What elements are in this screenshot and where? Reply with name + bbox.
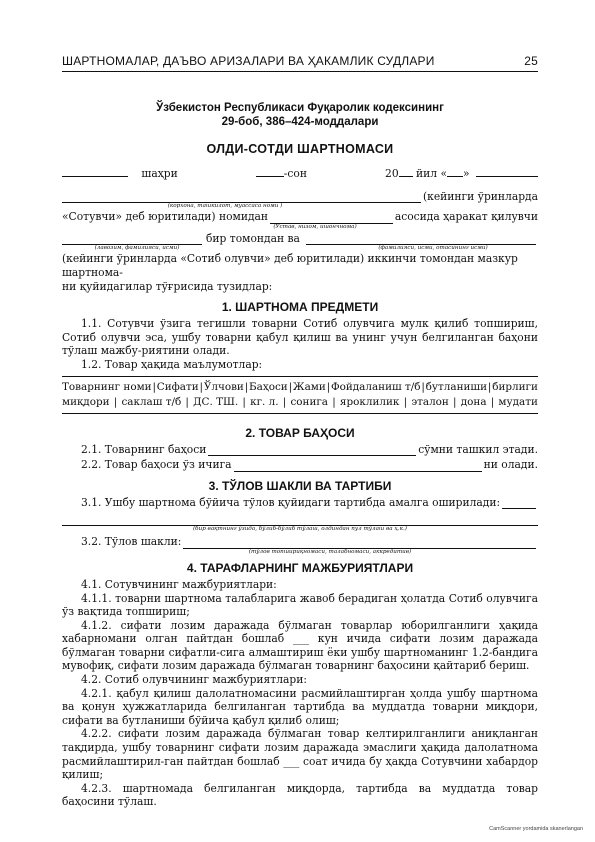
scanner-footer: CamScanner yordamida skanerlangan — [489, 826, 583, 832]
section-3-line-1 — [62, 496, 538, 510]
seller-rep-blank[interactable] — [270, 213, 393, 224]
goods-table-cell: ДС. ТШ. — [193, 395, 239, 408]
intro-line-2 — [62, 190, 538, 204]
section-1-title: 1. ШАРТНОМА ПРЕДМЕТИ — [221, 300, 379, 315]
section-3-line-1b — [62, 515, 538, 526]
cell-divider: | — [453, 395, 457, 408]
section-4-para-4: 4.2. Сотиб олувчининг мажбуриятлари: — [81, 673, 307, 687]
goods-info-table — [62, 376, 538, 414]
month-blank[interactable] — [476, 166, 538, 177]
price-includes-suffix: ни олади. — [483, 458, 538, 472]
page-number: 25 — [524, 54, 538, 68]
section-4-para-7: 4.2.3. шартномада белгиланган миқдорда, тартибда ва муддатда товар баҳосини тўлаш. — [62, 781, 538, 809]
cell-divider: | — [403, 395, 408, 408]
quote-close: » — [463, 167, 470, 180]
section-2-line-1 — [62, 443, 538, 457]
intro-paragraph-2: ни қуйидагилар тўғрисида тузидлар: — [62, 279, 273, 293]
intro-paragraph-1: (кейинги ўринларда «Сотиб олувчи» деб юритилади) иккинчи томондан мазкур шартнома- — [62, 252, 518, 279]
intro-line-3 — [62, 210, 538, 224]
caption-payment-form: (тўлов топшириқномаси, талабномаси, аккредитив) — [248, 548, 412, 555]
goods-table-cell: саклаш т/б — [121, 395, 182, 408]
goods-table-cell: Ўлчови — [203, 380, 244, 393]
hereinafter-label: (кейинги ўринларда — [423, 189, 538, 203]
number-blank[interactable] — [256, 166, 284, 177]
intro-line-4 — [62, 232, 538, 246]
city-blank[interactable] — [62, 166, 128, 177]
goods-table-cell: Фойдаланиш т/б — [330, 380, 421, 393]
section-4-title: 4. ТАРАФЛАРНИНГ МАЖБУРИЯТЛАРИ — [186, 560, 414, 575]
intro-captions — [62, 245, 538, 252]
cell-divider: | — [421, 380, 425, 393]
goods-table-cell: бутланиши — [425, 380, 488, 393]
goods-table-cell: сонига — [290, 395, 329, 408]
section-3-line-2 — [62, 535, 538, 549]
price-blank[interactable] — [208, 445, 416, 456]
seller-label: «Сотувчи» деб юритилади) номидан — [62, 210, 269, 224]
intro-block — [62, 166, 538, 293]
goods-table-cell: Жами — [292, 380, 326, 393]
cell-divider: | — [332, 395, 336, 408]
goods-table-cell: Сифати — [156, 380, 199, 393]
section-4-para-2: 4.1.1. товарни шартнома талабларига жавоб берадиган ҳолатда Сотиб олувчига ўз вақтида топшириш; — [62, 591, 538, 619]
cell-divider: | — [487, 380, 492, 393]
caption-fio-1: (лавозим, фамилияси, исми) — [94, 245, 180, 252]
caption-org: (корхона, ташкилот, муассаса номи ) — [167, 203, 283, 210]
section-3-title: 3. ТЎЛОВ ШАКЛИ ВА ТАРТИБИ — [208, 478, 392, 493]
section-2-line-2 — [62, 458, 538, 472]
intro-line-1 — [62, 166, 538, 181]
section-1-para-1: 1.1. Сотувчи ўзига тегишли товарни Сотиб олувчига мулк қилиб топшириш, Сотиб олувчи эса, ушбу товарни қабул қилиш ва унинг учун белгиланган баҳони тўлаш мажбу-риятини олади. — [62, 317, 538, 358]
seller-position-blank[interactable] — [62, 234, 202, 245]
year-prefix: 20 — [385, 167, 399, 180]
price-includes-label: 2.2. Товар баҳоси ўз ичига — [81, 458, 232, 472]
goods-table-cell: Баҳоси — [249, 380, 288, 393]
caption-payment-order: (бир вақтнинг ўзида, бўлиб-бўлиб тўлаш, олдиндан пул тўлаш ва ҳ.к.) — [193, 526, 407, 533]
acting-label: асосида ҳаракат қилувчи — [394, 210, 538, 224]
running-title: ШАРТНОМАЛАР, ДАЪВО АРИЗАЛАРИ ВА ҲАКАМЛИК СУДЛАРИ — [62, 54, 435, 68]
number-label: -сон — [283, 167, 307, 180]
payment-form-blank[interactable] — [183, 538, 536, 549]
goods-table-cell: яроклилик — [339, 395, 400, 408]
code-line-2: 29-боб, 386–424-моддалари — [221, 116, 379, 128]
payment-form-label: 3.2. Тўлов шакли: — [81, 535, 182, 549]
goods-table-cell: эталон — [411, 395, 449, 408]
day-blank[interactable] — [447, 166, 463, 177]
cell-divider: | — [282, 395, 287, 408]
cell-divider: | — [288, 380, 293, 393]
document-page — [62, 54, 538, 809]
section-4-para-6: 4.2.2. сифати лозим даражада бўлмаган товар келтирилганлиги аниқланган тақдирда, ушбу товарнинг сифати лозим даражада эмаслиги ҳақида далолатнома расмийлаштирил-ган пайтдан бошлаб ___ соат ичида бу ҳақда Сотувчини хабардор қилиш; — [62, 727, 538, 782]
goods-table-row-1 — [62, 380, 538, 395]
section-4-para-3: 4.1.2. сифати лозим даражада бўлмаган товарлар юборилганлиги ҳақида хабарномани олган пайтдан бошлаб ___ кун ичида сифати лозим даражада бўлмаган товарни сифатли-сига алмаштириш ёки ушбу шартноманинг 1.2-бандига мувофиқ, сифати лозим даражада бўлмаган товарнинг баҳосини қайтариб бериш. — [62, 618, 538, 673]
payment-order-label: 3.1. Ушбу шартнома бўйича тўлов қуйидаги тартибда амалга оширилади: — [81, 495, 501, 509]
year-suffix: йил « — [416, 167, 448, 180]
payment-order-blank[interactable] — [502, 498, 536, 509]
goods-table-row-2 — [62, 395, 538, 410]
year-blank[interactable] — [399, 166, 413, 177]
price-includes-blank[interactable] — [234, 461, 482, 472]
section-4-para-1: 4.1. Сотувчининг мажбуриятлари: — [81, 577, 277, 591]
caption-fio-2: (фамилияси, исми, отасининг исми) — [378, 245, 488, 252]
org-blank[interactable] — [62, 192, 421, 203]
price-label: 2.1. Товарнинг баҳоси — [81, 442, 207, 456]
section-1-para-2: 1.2. Товар ҳақида маълумотлар: — [81, 357, 263, 371]
goods-table-cell: бирлиги — [492, 380, 538, 393]
payment-order-blank-2[interactable] — [62, 515, 538, 526]
goods-table-cell: кг. л. — [250, 395, 279, 408]
running-header — [62, 54, 538, 72]
buyer-name-blank[interactable] — [306, 234, 536, 245]
goods-table-cell: дона — [460, 395, 487, 408]
cell-divider: | — [490, 395, 495, 408]
code-line-1: Ўзбекистон Республикаси Фуқаролик кодексининг — [156, 102, 444, 114]
cell-divider: | — [113, 395, 118, 408]
section-4-para-5: 4.2.1. қабул қилиш далолатномасини расмийлаштирган ҳолда ушбу шартнома ва қонун ҳужжатларида белгиланган тартибда ва муддатда товарни миқдори, сифати ва бутланиши бўйича қабул қилиб олиш; — [62, 686, 538, 727]
goods-table-cell: Товарнинг номи — [62, 380, 152, 393]
goods-table-cell: миқдори — [62, 395, 110, 408]
section-2-title: 2. ТОВАР БАҲОСИ — [245, 425, 355, 440]
cell-divider: | — [326, 380, 331, 393]
city-label: шаҳри — [141, 167, 178, 180]
cell-divider: | — [242, 395, 246, 408]
code-reference — [62, 101, 538, 129]
goods-table-cell: мудати — [498, 395, 538, 408]
cell-divider: | — [244, 380, 249, 393]
price-suffix: сўмни ташкил этади. — [418, 442, 538, 456]
document-title: ОЛДИ-СОТДИ ШАРТНОМАСИ — [206, 142, 394, 156]
caption-basis: (Устав, низом, ишончнома) — [273, 223, 357, 230]
one-side-label: бир томондан ва — [206, 231, 300, 245]
cell-divider: | — [199, 380, 204, 393]
cell-divider: | — [185, 395, 189, 408]
cell-divider: | — [152, 380, 156, 393]
